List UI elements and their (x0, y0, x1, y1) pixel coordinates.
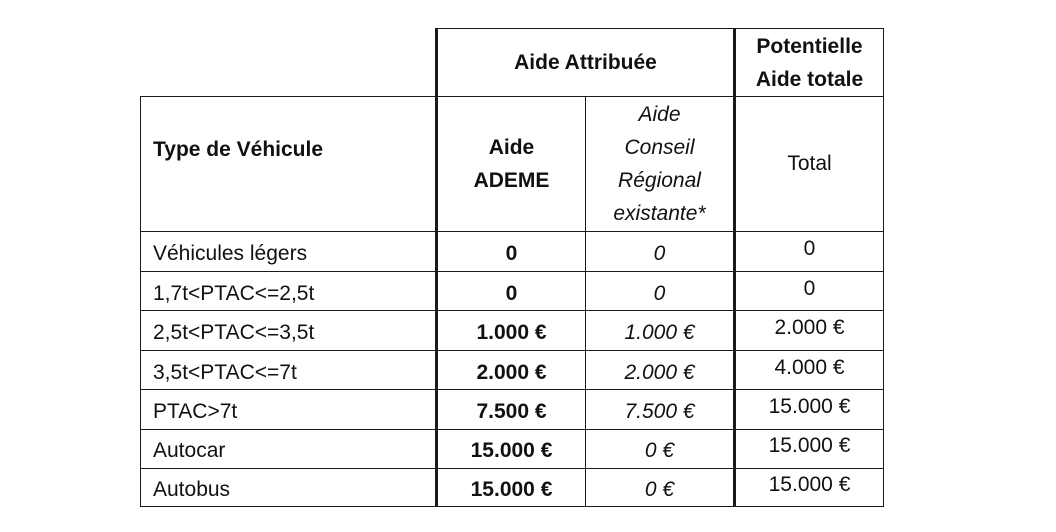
cell-text: 1.000 € (624, 321, 695, 344)
column-header-ademe-line2: ADEME (473, 169, 550, 192)
cell-text: PTAC>7t (153, 400, 238, 423)
table-cell-total (736, 271, 883, 307)
cell-text: 15.000 € (470, 439, 553, 462)
cell-text: 15.000 € (768, 434, 851, 457)
table-cell-total (736, 310, 883, 346)
table-cell-total (736, 467, 883, 503)
table-cell-total (736, 389, 883, 425)
table-border-right (883, 28, 884, 507)
cell-text: 15.000 € (470, 478, 553, 501)
column-header-type-text: Type de Véhicule (153, 137, 323, 161)
column-header-ademe-line1: Aide (488, 136, 535, 159)
table-cell-region (586, 355, 733, 391)
cell-text: Autobus (153, 478, 231, 501)
table-cell-region (586, 276, 733, 312)
cell-text: 0 (505, 242, 518, 265)
cell-text: 0 (505, 282, 518, 305)
table-cell-region (586, 433, 733, 469)
cell-text: Véhicules légers (153, 242, 308, 265)
table-cell-type (141, 472, 435, 508)
table-cell-total (736, 350, 883, 386)
table-cell-type (141, 276, 435, 312)
table-cell-region (586, 236, 733, 272)
table-cell-ademe (438, 472, 585, 508)
cell-text: 2.000 € (624, 361, 695, 384)
cell-text: 4.000 € (774, 356, 845, 379)
cell-text: 15.000 € (768, 473, 851, 496)
table-cell-type (141, 355, 435, 391)
cell-text: 3,5t<PTAC<=7t (153, 361, 297, 384)
table-cell-ademe (438, 236, 585, 272)
table-cell-ademe (438, 394, 585, 430)
cell-text: 0 (653, 282, 666, 305)
column-header-total-text: Total (787, 152, 832, 175)
cell-text: 15.000 € (768, 395, 851, 418)
column-header-region (586, 97, 733, 231)
table-cell-region (586, 315, 733, 351)
column-header-ademe (438, 97, 585, 231)
table-cell-region (586, 472, 733, 508)
table-cell-ademe (438, 276, 585, 312)
column-header-region-line3: Régional (618, 169, 701, 192)
table-cell-type (141, 236, 435, 272)
cell-text: 7.500 € (624, 400, 695, 423)
cell-text: Autocar (153, 439, 226, 462)
header-aide-attribuee (438, 29, 733, 96)
table-cell-total (736, 231, 883, 267)
cell-text: 0 (803, 277, 816, 300)
column-header-region-line4: existante* (613, 202, 706, 225)
table-cell-total (736, 428, 883, 464)
cell-text: 1,7t<PTAC<=2,5t (153, 282, 315, 305)
header-potentielle-line1: Potentielle (756, 34, 863, 58)
column-header-total (736, 97, 883, 231)
cell-text: 7.500 € (476, 400, 547, 423)
table-cell-type (141, 394, 435, 430)
cell-text: 2.000 € (476, 361, 547, 384)
cell-text: 0 € (644, 439, 675, 462)
header-potentielle-aide-totale (736, 29, 883, 96)
header-aide-attribuee-text: Aide Attribuée (514, 50, 657, 74)
cell-text: 0 € (644, 478, 675, 501)
column-header-region-line1: Aide (638, 103, 681, 126)
table-cell-ademe (438, 433, 585, 469)
table-cell-ademe (438, 355, 585, 391)
header-potentielle-line2: Aide totale (755, 67, 864, 91)
table-cell-type (141, 315, 435, 351)
cell-text: 2,5t<PTAC<=3,5t (153, 321, 315, 344)
table-cell-region (586, 394, 733, 430)
cell-text: 0 (653, 242, 666, 265)
cell-text: 2.000 € (774, 316, 845, 339)
column-header-region-line2: Conseil (624, 136, 695, 159)
column-header-type (141, 97, 435, 202)
cell-text: 1.000 € (476, 321, 547, 344)
table-cell-type (141, 433, 435, 469)
cell-text: 0 (803, 237, 816, 260)
table-cell-ademe (438, 315, 585, 351)
